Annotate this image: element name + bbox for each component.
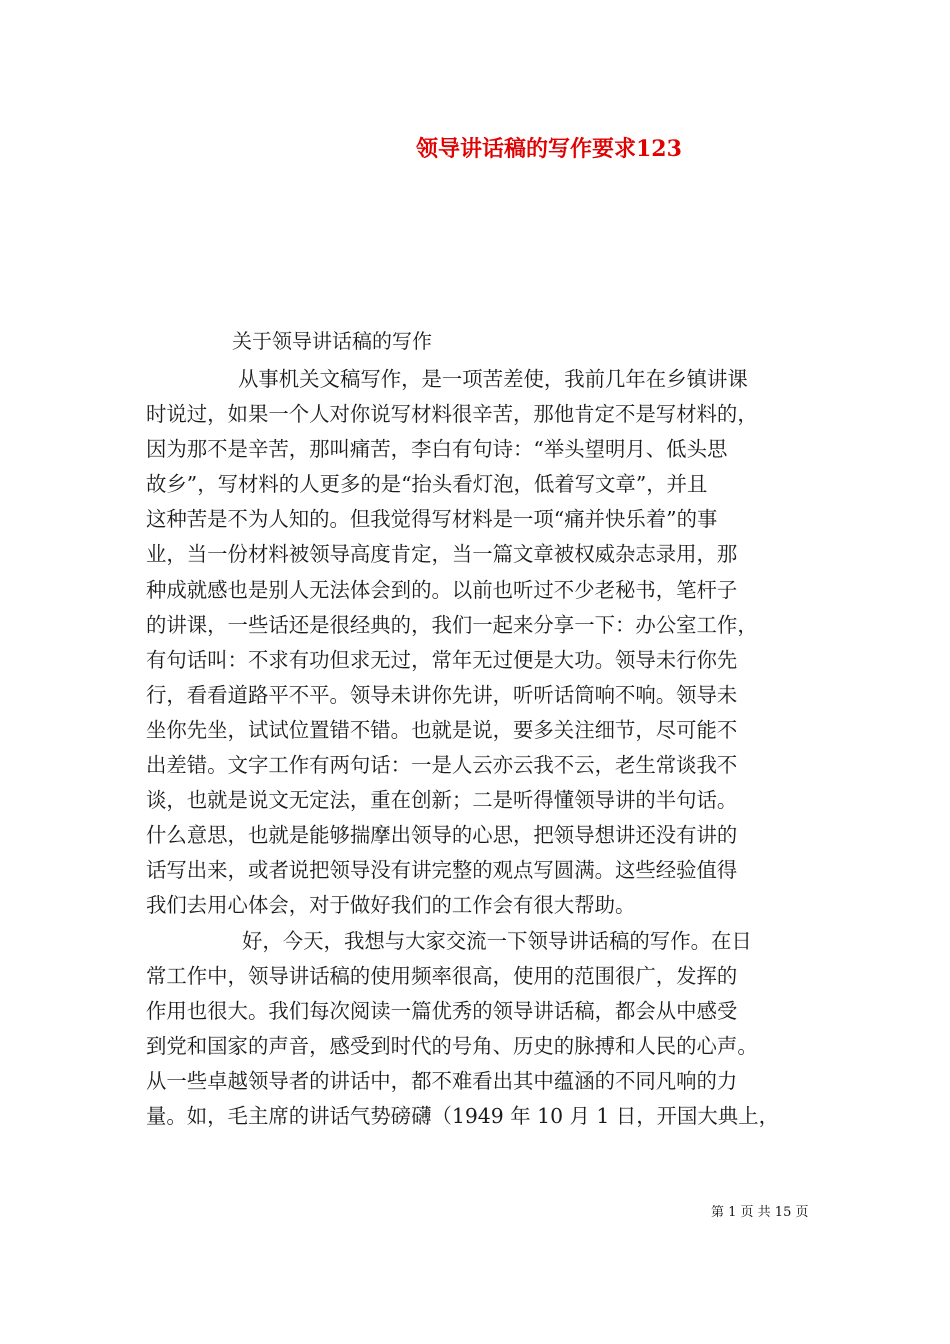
paragraph-line: 到党和国家的声音，感受到时代的号角、历史的脉搏和人民的心声。	[146, 1033, 758, 1058]
paragraph-line: 出差错。文字工作有两句话：一是人云亦云我不云，老生常谈我不	[146, 753, 738, 778]
paragraph-line: 什么意思，也就是能够揣摩出领导的心思，把领导想讲还没有讲的	[146, 823, 738, 848]
paragraph-line: 量。如，毛主席的讲话气势磅礴（1949 年 10 月 1 日，开国大典上，	[146, 1103, 779, 1128]
document-title: 领导讲话稿的写作要求123	[416, 136, 682, 162]
paragraph-line: 我们去用心体会，对于做好我们的工作会有很大帮助。	[146, 893, 636, 918]
paragraph-line: 因为那不是辛苦，那叫痛苦，李白有句诗：“举头望明月、低头思	[146, 437, 728, 462]
paragraph-line: 这种苦是不为人知的。但我觉得写材料是一项“痛并快乐着”的事	[146, 507, 718, 532]
body-text	[146, 362, 808, 1134]
paragraph-line: 行，看看道路平不平。领导未讲你先讲，听听话筒响不响。领导未	[146, 682, 738, 707]
paragraph-line: 的讲课，一些话还是很经典的，我们一起来分享一下：办公室工作，	[146, 612, 758, 637]
paragraph-line: 从一些卓越领导者的讲话中，都不难看出其中蕴涵的不同凡响的力	[146, 1068, 738, 1093]
paragraph-line: 有句话叫：不求有功但求无过，常年无过便是大功。领导未行你先	[146, 647, 738, 672]
section-subheading: 关于领导讲话稿的写作	[232, 329, 432, 353]
paragraph-line: 业，当一份材料被领导高度肯定，当一篇文章被权威杂志录用，那	[146, 542, 738, 567]
page-number-footer: 第 1 页 共 15 页	[711, 1205, 809, 1220]
paragraph-line: 好，今天，我想与大家交流一下领导讲话稿的写作。在日	[242, 928, 752, 953]
paragraph-line: 种成就感也是别人无法体会到的。以前也听过不少老秘书，笔杆子	[146, 577, 738, 602]
paragraph-line: 话写出来，或者说把领导没有讲完整的观点写圆满。这些经验值得	[146, 858, 738, 883]
paragraph-line: 时说过，如果一个人对你说写材料很辛苦，那他肯定不是写材料的，	[146, 402, 758, 427]
paragraph-line: 坐你先坐，试试位置错不错。也就是说，要多关注细节，尽可能不	[146, 717, 738, 742]
paragraph-line: 从事机关文稿写作，是一项苦差使，我前几年在乡镇讲课	[238, 367, 748, 391]
paragraph-line: 常工作中，领导讲话稿的使用频率很高，使用的范围很广，发挥的	[146, 963, 738, 988]
paragraph-line: 故乡”，写材料的人更多的是“抬头看灯泡，低着写文章”，并且	[146, 472, 708, 497]
paragraph-line: 谈，也就是说文无定法，重在创新；二是听得懂领导讲的半句话。	[146, 788, 738, 813]
paragraph-line: 作用也很大。我们每次阅读一篇优秀的领导讲话稿，都会从中感受	[146, 998, 738, 1023]
